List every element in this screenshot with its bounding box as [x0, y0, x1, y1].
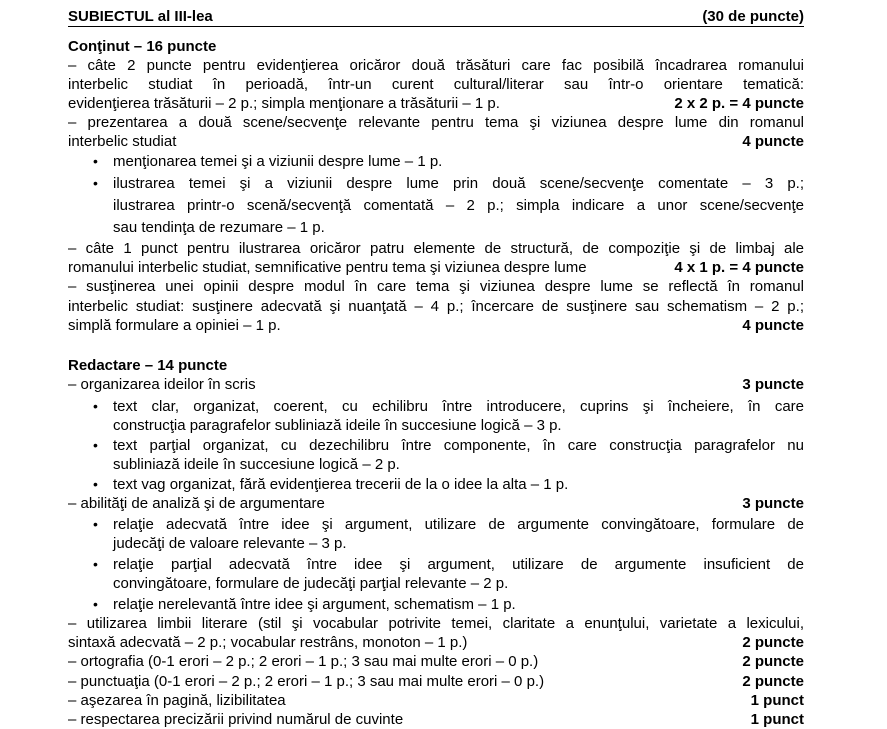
bullet-item: [93, 174, 804, 193]
bullet-icon: •: [93, 437, 98, 453]
criterion-score: 4 x 1 p. = 4 puncte: [674, 259, 804, 276]
bullet-text: relaţie nerelevantă între idee şi argument, schematism – 1 p.: [113, 596, 516, 613]
criterion-line: – utilizarea limbii literare (stil şi vocabular potrivite temei, claritate a enunţului, varietate a lexicului,: [68, 615, 804, 632]
bullet-item: [93, 152, 804, 171]
criterion-line: interbelic studiat: susţinere adecvată şi nuanţată – 4 p.; încercare de susţinere sau schematism – 2 p.;: [68, 298, 804, 315]
bullet-text: relaţie adecvată între idee şi argument, utilizare de argumente convingătoare, formulare de: [113, 516, 804, 533]
section-header: [68, 8, 804, 27]
criterion-text: – punctuaţia (0-1 erori – 2 p.; 2 erori – 1 p.; 3 sau mai multe erori – 0 p.): [68, 673, 545, 690]
criterion-text: interbelic studiat: [68, 133, 177, 150]
bullet-continuation: judecăţi de valoare relevante – 3 p.: [113, 535, 347, 552]
criterion-line: [68, 672, 804, 691]
criterion-line: [68, 258, 804, 277]
criterion-score: 2 puncte: [742, 673, 804, 690]
criterion-line: [68, 710, 804, 729]
criterion-score: 3 puncte: [742, 495, 804, 512]
bullet-text: text clar, organizat, coerent, cu echilibru între introducere, cuprins şi încheiere, în care: [113, 398, 804, 415]
criterion-line: – câte 1 punct pentru ilustrarea oricăror patru elemente de structură, de compoziţie şi de limbaj ale: [68, 240, 804, 257]
bullet-continuation: sau tendinţa de rezumare – 1 p.: [113, 219, 325, 236]
criterion-score: 2 puncte: [742, 634, 804, 651]
bullet-item: [93, 475, 804, 494]
criterion-text: – respectarea precizării privind numărul de cuvinte: [68, 711, 404, 728]
redactare-heading: Redactare – 14 puncte: [68, 357, 228, 374]
bullet-icon: •: [93, 476, 98, 492]
bullet-icon: •: [93, 153, 98, 169]
criterion-score: 2 x 2 p. = 4 puncte: [674, 95, 804, 112]
criterion-line: [68, 691, 804, 710]
criterion-line: [68, 316, 804, 335]
bullet-continuation: subliniază ideile în succesiune logică – 2 p.: [113, 456, 400, 473]
criterion-line: [68, 94, 804, 113]
criterion-text: – abilităţi de analiză şi de argumentare: [68, 495, 325, 512]
criterion-line: – câte 2 puncte pentru evidenţierea oricăror două trăsături care fac posibilă încadrarea romanului: [68, 57, 804, 74]
bullet-icon: •: [93, 596, 98, 612]
bullet-item: [93, 595, 804, 614]
bullet-icon: •: [93, 175, 98, 191]
criterion-score: 1 punct: [750, 711, 804, 728]
section-title: SUBIECTUL al III-lea: [68, 8, 213, 25]
bullet-text: menţionarea temei şi a viziunii despre lume – 1 p.: [113, 153, 443, 170]
criterion-text: – aşezarea în pagină, lizibilitatea: [68, 692, 286, 709]
criterion-text: sintaxă adecvată – 2 p.; vocabular restrâns, monoton – 1 p.): [68, 634, 468, 651]
criterion-line: [68, 494, 804, 513]
bullet-item: [93, 515, 804, 534]
criterion-score: 4 puncte: [742, 133, 804, 150]
criterion-text: simplă formulare a opiniei – 1 p.: [68, 317, 281, 334]
bullet-item: [93, 397, 804, 416]
criterion-line: [68, 633, 804, 652]
bullet-text: text vag organizat, fără evidenţierea trecerii de la o idee la alta – 1 p.: [113, 476, 569, 493]
bullet-icon: •: [93, 516, 98, 532]
bullet-continuation: convingătoare, formulare de judecăţi parţial relevante – 2 p.: [113, 575, 509, 592]
bullet-icon: •: [93, 398, 98, 414]
bullet-text: ilustrarea temei şi a viziunii despre lume prin două scene/secvenţe comentate – 3 p.;: [113, 175, 804, 192]
bullet-continuation: ilustrarea printr-o scenă/secvenţă comentată – 2 p.; simpla indicare a unor scene/secvenţe: [113, 197, 804, 214]
criterion-text: – organizarea ideilor în scris: [68, 376, 256, 393]
criterion-line: [68, 375, 804, 394]
bullet-item: [93, 555, 804, 574]
criterion-score: 1 punct: [750, 692, 804, 709]
bullet-icon: •: [93, 556, 98, 572]
bullet-text: relaţie parţial adecvată între idee şi argument, utilizare de argumente insuficient de: [113, 556, 804, 573]
criterion-text: – ortografia (0-1 erori – 2 p.; 2 erori – 1 p.; 3 sau mai multe erori – 0 p.): [68, 653, 539, 670]
criterion-text: evidenţierea trăsăturii – 2 p.; simpla menţionare a trăsăturii – 1 p.: [68, 95, 500, 112]
section-points: (30 de puncte): [702, 8, 804, 25]
criterion-line: – prezentarea a două scene/secvenţe relevante pentru tema şi viziunea despre lume din romanul: [68, 114, 804, 131]
criterion-line: [68, 132, 804, 151]
bullet-continuation: construcţia paragrafelor subliniază ideile în succesiune logică – 3 p.: [113, 417, 562, 434]
bullet-text: text parţial organizat, cu dezechilibru între componente, în care construcţia paragrafelor nu: [113, 437, 804, 454]
criterion-line: – susţinerea unei opinii despre modul în care tema şi viziunea despre lume se reflectă în romanul: [68, 278, 804, 295]
criterion-score: 4 puncte: [742, 317, 804, 334]
criterion-line: interbelic studiat în perioadă, într-un curent cultural/literar sau într-o orientare tematică:: [68, 76, 804, 93]
continut-heading: Conţinut – 16 puncte: [68, 38, 217, 55]
bullet-item: [93, 436, 804, 455]
criterion-score: 2 puncte: [742, 653, 804, 670]
criterion-text: romanului interbelic studiat, semnificative pentru tema şi viziunea despre lume: [68, 259, 587, 276]
criterion-score: 3 puncte: [742, 376, 804, 393]
criterion-line: [68, 652, 804, 671]
